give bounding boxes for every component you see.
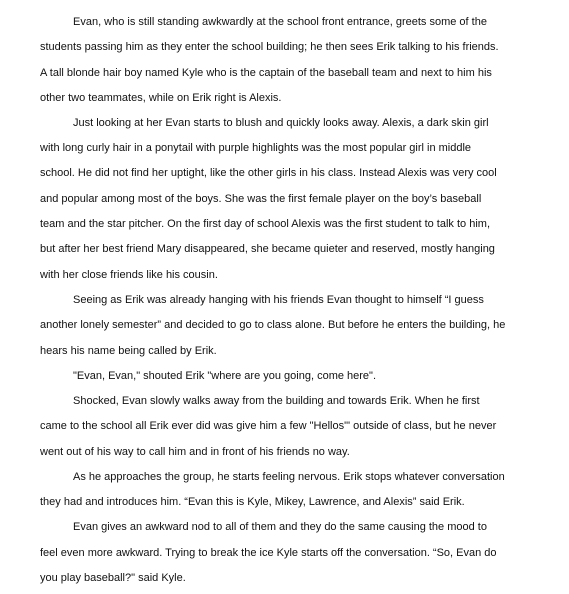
paragraph-line: you play baseball?" said Kyle. <box>40 572 186 584</box>
paragraph-line: and popular among most of the boys. She was the first female player on the boy’s baseball <box>40 193 482 205</box>
paragraph-line: team and the star pitcher. On the first day of school Alexis was the first student to talk to him, <box>40 218 490 230</box>
paragraph-line: another lonely semester” and decided to go to class alone. But before he enters the building, he <box>40 319 506 331</box>
paragraph-line: went out of his way to call him and in front of his friends no way. <box>40 446 350 458</box>
paragraph-line: Evan, who is still standing awkwardly at the school front entrance, greets some of the <box>73 16 487 28</box>
paragraph-line: Just looking at her Evan starts to blush and quickly looks away. Alexis, a dark skin girl <box>73 117 489 129</box>
paragraph-line: school. He did not find her uptight, like the other girls in his class. Instead Alexis was very cool <box>40 167 497 179</box>
paragraph-line: other two teammates, while on Erik right is Alexis. <box>40 92 282 104</box>
paragraph-line: with long curly hair in a ponytail with purple highlights was the most popular girl in middle <box>40 142 472 154</box>
paragraph-line: but after her best friend Mary disappeared, she became quieter and reserved, mostly hanging <box>40 243 495 255</box>
paragraph-line: came to the school all Erik ever did was give him a few "Hellos"' outside of class, but he never <box>40 420 497 432</box>
paragraph-line: Shocked, Evan slowly walks away from the building and towards Erik. When he first <box>73 395 480 407</box>
paragraph-line: "Evan, Evan," shouted Erik "where are you going, come here". <box>73 370 377 382</box>
paragraph-line: with her close friends like his cousin. <box>40 269 218 281</box>
paragraph-line: As he approaches the group, he starts feeling nervous. Erik stops whatever conversation <box>73 471 505 483</box>
paragraph-line: students passing him as they enter the school building; he then sees Erik talking to his friends. <box>40 41 499 53</box>
paragraph-line: hears his name being called by Erik. <box>40 345 217 357</box>
paragraph-line: A tall blonde hair boy named Kyle who is the captain of the baseball team and next to him his <box>40 67 492 79</box>
paragraph-line: Seeing as Erik was already hanging with his friends Evan thought to himself “I guess <box>73 294 484 306</box>
paragraph-line: feel even more awkward. Trying to break the ice Kyle starts off the conversation. “So, Evan do <box>40 547 497 559</box>
paragraph-line: they had and introduces him. “Evan this is Kyle, Mikey, Lawrence, and Alexis” said Erik. <box>40 496 465 508</box>
paragraph-line: Evan gives an awkward nod to all of them and they do the same causing the mood to <box>73 521 487 533</box>
